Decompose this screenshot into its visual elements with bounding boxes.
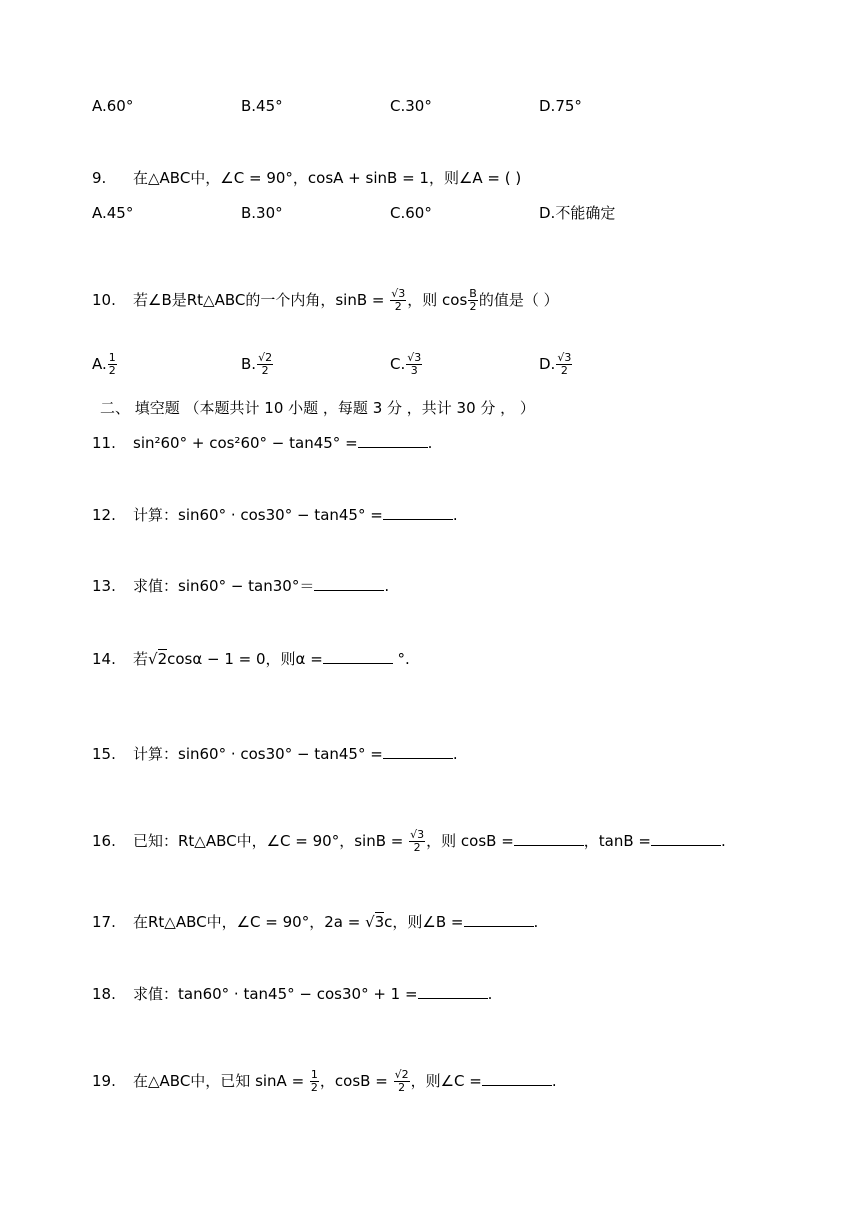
answer-blank[interactable] — [482, 1071, 552, 1086]
fraction-denominator: 2 — [108, 364, 116, 377]
question-end: . — [551, 1072, 557, 1090]
fraction-numerator: B — [469, 287, 477, 300]
question-number: 13. — [92, 577, 116, 595]
question-number: 10. — [92, 291, 116, 309]
fraction-denominator: 2 — [469, 300, 477, 313]
question-text-post: ，则∠C = — [410, 1072, 482, 1090]
fraction-numerator: √3 — [391, 287, 406, 300]
question-text-pre: 在△ABC中，已知 sinA = — [133, 1072, 309, 1090]
question-12 — [92, 505, 458, 525]
option-prefix: B. — [241, 355, 257, 373]
question-text: c，则∠B = — [384, 913, 464, 931]
fraction — [556, 352, 572, 377]
fraction — [406, 352, 422, 377]
question-15 — [92, 744, 458, 764]
option-prefix: A. — [92, 355, 107, 373]
question-text-mid2: ，tanB = — [583, 832, 651, 850]
answer-blank-cosb[interactable] — [514, 831, 584, 846]
fraction — [108, 352, 117, 377]
answer-blank[interactable] — [418, 984, 488, 999]
fraction-numerator: √3 — [407, 351, 422, 364]
answer-blank[interactable] — [383, 744, 453, 759]
question-text: 计算：sin60° · cos30° − tan45° = — [133, 745, 383, 763]
question-text: sin²60° + cos²60° − tan45° = — [133, 434, 358, 452]
question-number: 14. — [92, 650, 116, 668]
option-prefix: C. — [390, 355, 406, 373]
answer-blank-tanb[interactable] — [651, 831, 721, 846]
q8-option-b: B.45° — [241, 97, 283, 115]
question-18 — [92, 984, 492, 1004]
answer-blank[interactable] — [464, 912, 534, 927]
question-17 — [92, 912, 538, 932]
fraction-numerator: 1 — [108, 351, 116, 364]
question-number: 18. — [92, 985, 116, 1003]
answer-blank[interactable] — [358, 433, 428, 448]
question-end: . — [384, 577, 390, 595]
sqrt-symbol: √ — [365, 913, 375, 931]
fraction-denominator: 2 — [394, 300, 402, 313]
question-number: 17. — [92, 913, 116, 931]
fraction — [310, 1069, 319, 1094]
fraction-denominator: 2 — [261, 364, 269, 377]
fraction — [390, 288, 406, 313]
question-end: . — [427, 434, 433, 452]
question-end: . — [720, 832, 726, 850]
q8-option-d: D.75° — [539, 97, 582, 115]
fraction-denominator: 3 — [410, 364, 418, 377]
question-10 — [92, 288, 559, 313]
question-text: 计算：sin60° · cos30° − tan45° = — [133, 506, 383, 524]
q8-option-c: C.30° — [390, 97, 432, 115]
question-text: 在△ABC中，∠C = 90°，cosA + sinB = 1，则∠A = ( ) — [133, 169, 522, 187]
question-end: . — [452, 745, 458, 763]
fraction-denominator: 2 — [310, 1081, 318, 1094]
fraction — [409, 829, 425, 854]
fraction-denominator: 2 — [398, 1081, 406, 1094]
sqrt-symbol: √ — [148, 650, 158, 668]
sqrt-radicand: 3 — [374, 913, 385, 931]
question-text-pre: 在Rt△ABC中，∠C = 90°，2a = — [133, 913, 366, 931]
question-number: 16. — [92, 832, 116, 850]
answer-blank[interactable] — [314, 576, 384, 591]
question-number: 12. — [92, 506, 116, 524]
q9-option-a: A.45° — [92, 204, 134, 222]
question-16 — [92, 829, 726, 854]
q10-option-c — [390, 352, 423, 377]
sqrt-radicand: 2 — [157, 650, 168, 668]
fraction-denominator: 2 — [560, 364, 568, 377]
q10-option-d — [539, 352, 573, 377]
option-prefix: D. — [539, 355, 556, 373]
answer-blank[interactable] — [383, 505, 453, 520]
fraction-numerator: √2 — [394, 1068, 409, 1081]
question-end: °. — [392, 650, 410, 668]
question-text-mid: ，cosB = — [319, 1072, 393, 1090]
fraction — [394, 1069, 410, 1094]
q9-option-d: D.不能确定 — [539, 204, 616, 222]
q10-option-a — [92, 352, 118, 377]
question-text-mid1: ，则 cosB = — [426, 832, 514, 850]
fraction-numerator: 1 — [310, 1068, 318, 1081]
question-text-pre: 若∠B是Rt△ABC的一个内角，sinB = — [133, 291, 390, 309]
fraction — [257, 352, 273, 377]
question-text: 求值：tan60° · tan45° − cos30° + 1 = — [133, 985, 418, 1003]
fraction-numerator: √3 — [410, 828, 425, 841]
fraction — [468, 288, 478, 313]
question-text: cosα − 1 = 0，则α = — [167, 650, 323, 668]
question-text: 求值：sin60° − tan30°＝ — [133, 577, 315, 595]
answer-blank[interactable] — [323, 649, 393, 664]
question-9 — [92, 168, 521, 188]
question-number: 9. — [92, 169, 107, 187]
question-end: . — [452, 506, 458, 524]
question-13 — [92, 576, 389, 596]
fraction-numerator: √2 — [258, 351, 273, 364]
question-text-post: 的值是（ ） — [478, 291, 559, 309]
question-number: 15. — [92, 745, 116, 763]
q10-option-b — [241, 352, 274, 377]
q8-option-a: A.60° — [92, 97, 134, 115]
question-11 — [92, 433, 432, 453]
question-19 — [92, 1069, 557, 1094]
question-end: . — [487, 985, 493, 1003]
fraction-denominator: 2 — [413, 841, 421, 854]
question-text-mid: ，则 cos — [407, 291, 468, 309]
question-text-pre: 已知：Rt△ABC中，∠C = 90°，sinB = — [133, 832, 409, 850]
question-end: . — [533, 913, 539, 931]
q9-option-c: C.60° — [390, 204, 432, 222]
q9-option-b: B.30° — [241, 204, 283, 222]
question-number: 19. — [92, 1072, 116, 1090]
fraction-numerator: √3 — [557, 351, 572, 364]
question-number: 11. — [92, 434, 116, 452]
section-heading: 二、 填空题 （本题共计 10 小题 ，每题 3 分 ，共计 30 分 ， ） — [100, 399, 535, 417]
question-14 — [92, 649, 410, 669]
question-text-pre: 若 — [133, 650, 149, 668]
